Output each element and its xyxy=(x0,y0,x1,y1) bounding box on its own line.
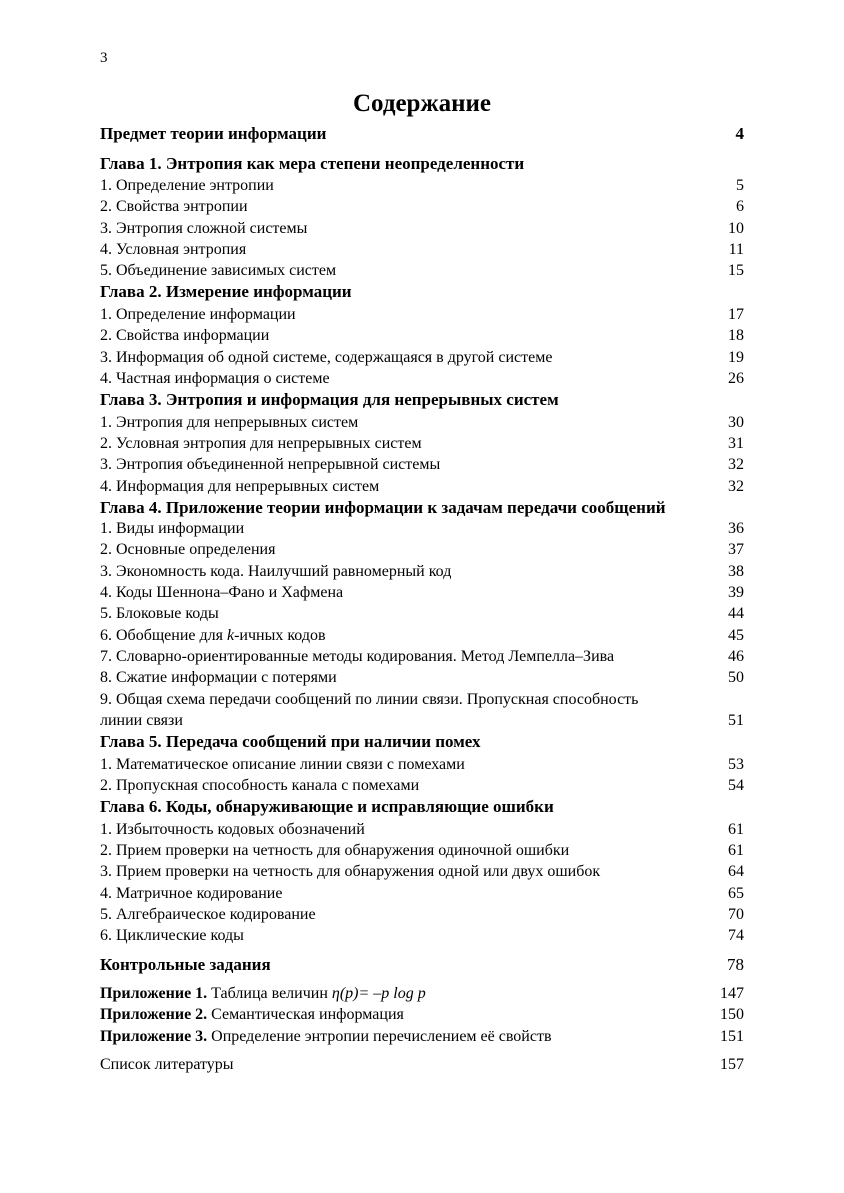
toc-item[interactable] xyxy=(100,689,744,732)
chapter-1-heading[interactable] xyxy=(100,153,744,176)
chapter-2-heading[interactable] xyxy=(100,281,744,304)
toc-page: 150 xyxy=(720,1006,744,1024)
toc-title: 1. Избыточность кодовых обозначений xyxy=(100,820,365,838)
toc-item[interactable] xyxy=(100,625,744,646)
toc-item[interactable] xyxy=(100,347,744,368)
toc-title: 5. Алгебраическое кодирование xyxy=(100,905,316,923)
toc-item[interactable] xyxy=(100,925,744,946)
toc-title: 6. Обобщение для k-ичных кодов xyxy=(100,626,326,644)
toc-title: 5. Объединение зависимых систем xyxy=(100,262,337,280)
toc-title: 4. Информация для непрерывных систем xyxy=(100,477,380,495)
chapter-4-heading[interactable] xyxy=(100,497,744,518)
toc-item[interactable] xyxy=(100,454,744,475)
toc-title: 4. Условная энтропия xyxy=(100,240,247,258)
chapter-title: Глава 4. Приложение теории информации к задачам передачи сообщений xyxy=(100,497,666,517)
toc-page: 5 xyxy=(736,177,744,194)
toc-appendix-3[interactable] xyxy=(100,1026,744,1047)
toc-item[interactable] xyxy=(100,582,744,603)
toc-item[interactable] xyxy=(100,840,744,861)
toc-page: 53 xyxy=(728,755,744,773)
toc-item[interactable] xyxy=(100,646,744,667)
toc-title: 1. Математическое описание линии связи с помехами xyxy=(100,755,465,773)
chapter-6-heading[interactable] xyxy=(100,796,744,819)
toc-item[interactable] xyxy=(100,518,744,539)
toc-item[interactable] xyxy=(100,218,744,239)
toc-item[interactable] xyxy=(100,196,744,217)
toc-page: 147 xyxy=(720,985,744,1002)
toc-title: 1. Энтропия для непрерывных систем xyxy=(100,413,359,431)
toc-title: 2. Свойства информации xyxy=(100,327,270,345)
toc-references[interactable] xyxy=(100,1054,744,1075)
toc-item[interactable] xyxy=(100,175,744,196)
toc-page: 30 xyxy=(728,413,744,431)
chapter-5-heading[interactable] xyxy=(100,731,744,754)
toc-page: 15 xyxy=(728,262,744,280)
toc-title: 3. Энтропия объединенной непрерывной системы xyxy=(100,456,441,474)
toc-page: 10 xyxy=(728,219,744,237)
toc-appendix-1[interactable] xyxy=(100,983,744,1004)
toc-title: 4. Частная информация о системе xyxy=(100,369,330,387)
toc-page: 44 xyxy=(728,605,744,623)
toc-title: 3. Энтропия сложной системы xyxy=(100,219,308,237)
toc-page: 38 xyxy=(728,562,744,580)
toc-item[interactable] xyxy=(100,239,744,260)
toc-title: 6. Циклические коды xyxy=(100,927,244,945)
toc-page: 32 xyxy=(728,456,744,474)
toc-page: 4 xyxy=(735,124,744,143)
toc-item[interactable] xyxy=(100,325,744,346)
toc-page: 45 xyxy=(728,626,744,644)
toc-title: Приложение 2. Семантическая информация xyxy=(100,1006,404,1024)
toc-title: Контрольные задания xyxy=(100,954,271,974)
toc-page: 18 xyxy=(728,327,744,345)
toc-page: 37 xyxy=(728,541,744,559)
toc-item[interactable] xyxy=(100,667,744,688)
toc-title: 2. Основные определения xyxy=(100,541,276,559)
toc-item[interactable] xyxy=(100,603,744,624)
chapter-title: Глава 5. Передача сообщений при наличии помех xyxy=(100,732,481,752)
toc-title: 7. Словарно-ориентированные методы кодирования. Метод Лемпелла–Зива xyxy=(100,647,615,665)
chapter-title: Глава 6. Коды, обнаруживающие и исправляющие ошибки xyxy=(100,797,554,817)
page-number: 3 xyxy=(100,50,108,66)
toc-title: 1. Виды информации xyxy=(100,520,245,538)
table-of-contents xyxy=(100,123,744,1075)
toc-page: 36 xyxy=(728,520,744,538)
toc-title: 4. Коды Шеннона–Фано и Хафмена xyxy=(100,584,344,602)
toc-page: 46 xyxy=(728,647,744,665)
toc-title: 8. Сжатие информации с потерями xyxy=(100,669,337,687)
toc-item[interactable] xyxy=(100,861,744,882)
toc-item[interactable] xyxy=(100,883,744,904)
toc-item[interactable] xyxy=(100,476,744,497)
toc-title: 1. Определение информации xyxy=(100,305,296,323)
toc-title: 4. Матричное кодирование xyxy=(100,884,283,902)
toc-page: 6 xyxy=(736,198,744,216)
toc-item[interactable] xyxy=(100,754,744,775)
page-title: Содержание xyxy=(352,90,491,117)
toc-item[interactable] xyxy=(100,539,744,560)
toc-subject[interactable] xyxy=(100,123,744,146)
toc-page: 54 xyxy=(728,776,744,794)
toc-page: 39 xyxy=(728,584,744,602)
toc-title: 3. Экономность кода. Наилучший равномерный код xyxy=(100,562,452,580)
toc-page: 17 xyxy=(728,305,744,323)
toc-item[interactable] xyxy=(100,775,744,796)
toc-title: 9. Общая схема передачи сообщений по линии связи. Пропускная способность линии связи xyxy=(100,690,639,729)
toc-page: 157 xyxy=(720,1055,744,1073)
toc-item[interactable] xyxy=(100,412,744,433)
toc-item[interactable] xyxy=(100,304,744,325)
toc-page: 26 xyxy=(728,369,744,387)
chapter-title: Глава 2. Измерение информации xyxy=(100,282,352,302)
toc-title: 3. Прием проверки на четность для обнаружения одной или двух ошибок xyxy=(100,863,601,881)
toc-page: 61 xyxy=(728,842,744,860)
toc-page: 61 xyxy=(728,820,744,838)
toc-page: 32 xyxy=(728,477,744,495)
toc-page: 11 xyxy=(728,240,744,258)
toc-title: 1. Определение энтропии xyxy=(100,177,274,194)
toc-page: 78 xyxy=(727,954,744,974)
chapter-title: Глава 1. Энтропия как мера степени неопределенности xyxy=(100,153,525,173)
chapter-title: Глава 3. Энтропия и информация для непрерывных систем xyxy=(100,390,559,410)
chapter-3-heading[interactable] xyxy=(100,389,744,412)
toc-title: 2. Пропускная способность канала с помехами xyxy=(100,776,420,794)
toc-item[interactable] xyxy=(100,433,744,454)
toc-page: 31 xyxy=(728,434,744,452)
toc-title: Список литературы xyxy=(100,1055,234,1073)
toc-item[interactable] xyxy=(100,260,744,281)
toc-appendix-2[interactable] xyxy=(100,1004,744,1025)
toc-title: Приложение 1. Таблица величин η(p)= –p log p xyxy=(100,985,426,1002)
toc-page: 151 xyxy=(720,1027,744,1045)
toc-page: 65 xyxy=(728,884,744,902)
toc-title: 5. Блоковые коды xyxy=(100,605,219,623)
toc-title: 2. Условная энтропия для непрерывных систем xyxy=(100,434,422,452)
toc-page: 64 xyxy=(728,863,744,881)
toc-title: Приложение 3. Определение энтропии перечислением её свойств xyxy=(100,1027,552,1045)
toc-page: 19 xyxy=(728,348,744,366)
toc-title: 2. Прием проверки на четность для обнаружения одиночной ошибки xyxy=(100,842,570,860)
toc-title: 2. Свойства энтропии xyxy=(100,198,248,216)
toc-item[interactable] xyxy=(100,904,744,925)
toc-item[interactable] xyxy=(100,819,744,840)
toc-title: Предмет теории информации xyxy=(100,124,327,143)
toc-item[interactable] xyxy=(100,561,744,582)
toc-tasks[interactable] xyxy=(100,954,744,977)
toc-page: 50 xyxy=(728,669,744,687)
toc-item[interactable] xyxy=(100,368,744,389)
toc-title: 3. Информация об одной системе, содержащаяся в другой системе xyxy=(100,348,553,366)
toc-page: 51 xyxy=(728,711,744,729)
toc-page: 70 xyxy=(728,905,744,923)
toc-page: 74 xyxy=(728,927,744,945)
